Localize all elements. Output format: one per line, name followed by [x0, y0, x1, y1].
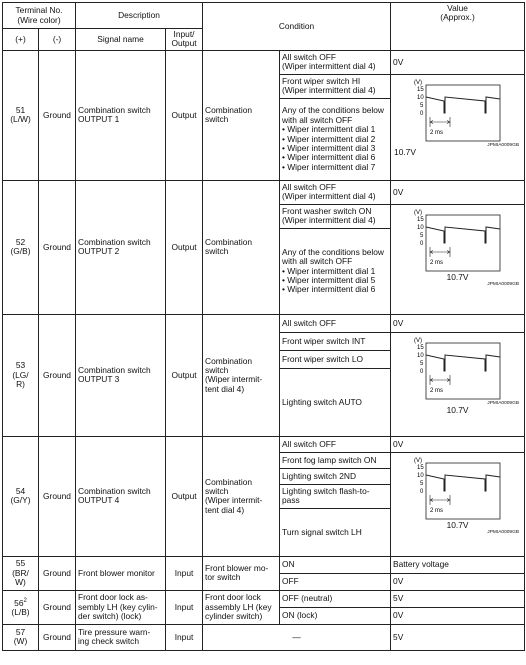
waveform-unit: (V) — [414, 457, 423, 464]
waveform-graph — [412, 337, 502, 401]
condition-cell: All switch OFF — [280, 436, 391, 452]
waveform-tick: 5 — [420, 360, 424, 367]
io-cell: Output — [166, 314, 203, 436]
value-cell: 0V — [391, 180, 525, 204]
ground-cell: Ground — [39, 556, 76, 590]
terminal-table — [2, 2, 525, 651]
waveform-cell — [391, 204, 525, 314]
signal-name-cell: Combination switch OUTPUT 4 — [76, 436, 166, 556]
header-plus: (+) — [3, 29, 39, 51]
value-cell: 10.7V — [446, 405, 469, 416]
waveform-tick: 15 — [417, 216, 424, 223]
waveform-tick: 10 — [417, 352, 424, 359]
condition-cell: Front wiper switch INT — [280, 332, 391, 350]
condition-main-cell: Front door lock assembly LH (key cylinder switch) — [203, 590, 280, 624]
terminal-wire-color: (L/B) — [11, 606, 30, 617]
condition-cell: Any of the conditions below with all switch OFF • Wiper intermittent dial 1 • Wiper intermittent dial 5 • Wiper intermittent dial 6 — [280, 228, 391, 314]
signal-name-cell: Tire pressure warn- ing check switch — [76, 624, 166, 650]
waveform-code: JPMIA0009GB — [487, 530, 520, 536]
terminal-cell: 52 (G/B) — [3, 180, 39, 314]
condition-main-cell: — — [203, 624, 391, 650]
ground-cell: Ground — [39, 180, 76, 314]
signal-name-cell: Combination switch OUTPUT 3 — [76, 314, 166, 436]
terminal-cell: 53 (LG/ R) — [3, 314, 39, 436]
io-cell: Input — [166, 590, 203, 624]
io-cell: Input — [166, 556, 203, 590]
io-cell: Input — [166, 624, 203, 650]
condition-cell: All switch OFF (Wiper intermittent dial 4) — [280, 50, 391, 74]
waveform-graph — [412, 209, 502, 273]
waveform-tick: 15 — [417, 344, 424, 351]
waveform-tick: 0 — [420, 240, 424, 247]
header-description: Description — [76, 3, 203, 29]
waveform-tick: 10 — [417, 472, 424, 479]
signal-name-cell: Combination switch OUTPUT 1 — [76, 50, 166, 180]
header-value: Value (Approx.) — [391, 3, 525, 51]
condition-cell: Turn signal switch LH — [280, 508, 391, 556]
waveform-tick: 10 — [417, 224, 424, 231]
condition-cell: Front washer switch ON (Wiper intermittent dial 4) — [280, 204, 391, 228]
header-condition: Condition — [203, 3, 391, 51]
terminal-cell — [3, 590, 39, 624]
condition-cell: OFF (neutral) — [280, 590, 391, 607]
waveform-time-label: 2 ms — [430, 259, 444, 266]
header-signal-name: Signal name — [76, 29, 166, 51]
ground-cell: Ground — [39, 50, 76, 180]
condition-cell: All switch OFF — [280, 314, 391, 332]
ground-cell: Ground — [39, 590, 76, 624]
condition-cell: Front wiper switch LO — [280, 350, 391, 368]
condition-cell: OFF — [280, 573, 391, 590]
waveform-unit: (V) — [414, 209, 423, 216]
terminal-cell: 51 (L/W) — [3, 50, 39, 180]
waveform-cell — [391, 452, 525, 556]
waveform-graph — [412, 79, 502, 143]
waveform-tick: 0 — [420, 368, 424, 375]
condition-cell: ON (lock) — [280, 607, 391, 624]
waveform-tick: 5 — [420, 232, 424, 239]
ground-cell: Ground — [39, 436, 76, 556]
header-io: Input/ Output — [166, 29, 203, 51]
header-minus: (-) — [39, 29, 76, 51]
value-cell: 0V — [391, 607, 525, 624]
waveform-time-label: 2 ms — [430, 507, 444, 514]
io-cell: Output — [166, 50, 203, 180]
waveform-time-label: 2 ms — [430, 387, 444, 394]
condition-cell: Lighting switch 2ND — [280, 468, 391, 484]
terminal-cell: 57 (W) — [3, 624, 39, 650]
value-cell: 0V — [391, 314, 525, 332]
condition-cell: Lighting switch AUTO — [280, 368, 391, 436]
value-cell: 0V — [391, 50, 525, 74]
io-cell: Output — [166, 180, 203, 314]
waveform-tick: 0 — [420, 488, 424, 495]
header-terminal-no: Terminal No. (Wire color) — [3, 3, 76, 29]
ground-cell: Ground — [39, 314, 76, 436]
waveform-unit: (V) — [414, 337, 423, 344]
terminal-cell: 54 (G/Y) — [3, 436, 39, 556]
condition-cell: Front fog lamp switch ON — [280, 452, 391, 468]
condition-cell: Front wiper switch HI (Wiper intermittent dial 4) — [280, 74, 391, 98]
condition-main-cell: Combination switch — [203, 180, 280, 314]
waveform-unit: (V) — [414, 79, 423, 86]
io-cell: Output — [166, 436, 203, 556]
condition-cell: Lighting switch flash-to- pass — [280, 484, 391, 508]
waveform-tick: 15 — [417, 464, 424, 471]
value-cell: 5V — [391, 590, 525, 607]
value-cell: 10.7V — [446, 519, 469, 530]
waveform-tick: 15 — [417, 86, 424, 93]
waveform-code: JPMIA0009GB — [487, 282, 520, 288]
waveform-tick: 5 — [420, 480, 424, 487]
waveform-tick: 5 — [420, 102, 424, 109]
signal-name-cell: Front blower monitor — [76, 556, 166, 590]
waveform-cell — [391, 332, 525, 436]
value-cell: Battery voltage — [391, 556, 525, 573]
ground-cell: Ground — [39, 624, 76, 650]
value-cell: 5V — [391, 624, 525, 650]
terminal-superscript: 2 — [23, 597, 27, 604]
signal-name-cell: Front door lock as- sembly LH (key cylin- der switch) (lock) — [76, 590, 166, 624]
condition-main-cell: Combination switch — [203, 50, 280, 180]
value-cell: 0V — [391, 436, 525, 452]
condition-main-cell: Front blower mo- tor switch — [203, 556, 280, 590]
terminal-cell: 55 (BR/ W) — [3, 556, 39, 590]
waveform-time-label: 2 ms — [430, 129, 444, 136]
waveform-cell — [391, 74, 525, 180]
condition-cell: ON — [280, 556, 391, 573]
condition-cell: All switch OFF (Wiper intermittent dial 4) — [280, 180, 391, 204]
waveform-tick: 10 — [417, 94, 424, 101]
value-cell: 10.7V — [394, 147, 416, 158]
waveform-code: JPMIA0009GB — [487, 400, 520, 406]
value-cell: 10.7V — [446, 271, 469, 282]
value-cell: 0V — [391, 573, 525, 590]
waveform-code: JPMIA0009GB — [487, 142, 520, 148]
signal-name-cell: Combination switch OUTPUT 2 — [76, 180, 166, 314]
waveform-graph — [412, 457, 502, 521]
condition-main-cell: Combination switch (Wiper intermit- tent dial 4) — [203, 436, 280, 556]
waveform-tick: 0 — [420, 110, 424, 117]
condition-main-cell: Combination switch (Wiper intermit- tent dial 4) — [203, 314, 280, 436]
condition-cell: Any of the conditions below with all switch OFF • Wiper intermittent dial 1 • Wiper intermittent dial 2 • Wiper intermittent dial 3 • Wiper intermittent dial 6 • Wiper intermittent dial 7 — [280, 98, 391, 180]
terminal-number: 56 — [14, 597, 24, 608]
